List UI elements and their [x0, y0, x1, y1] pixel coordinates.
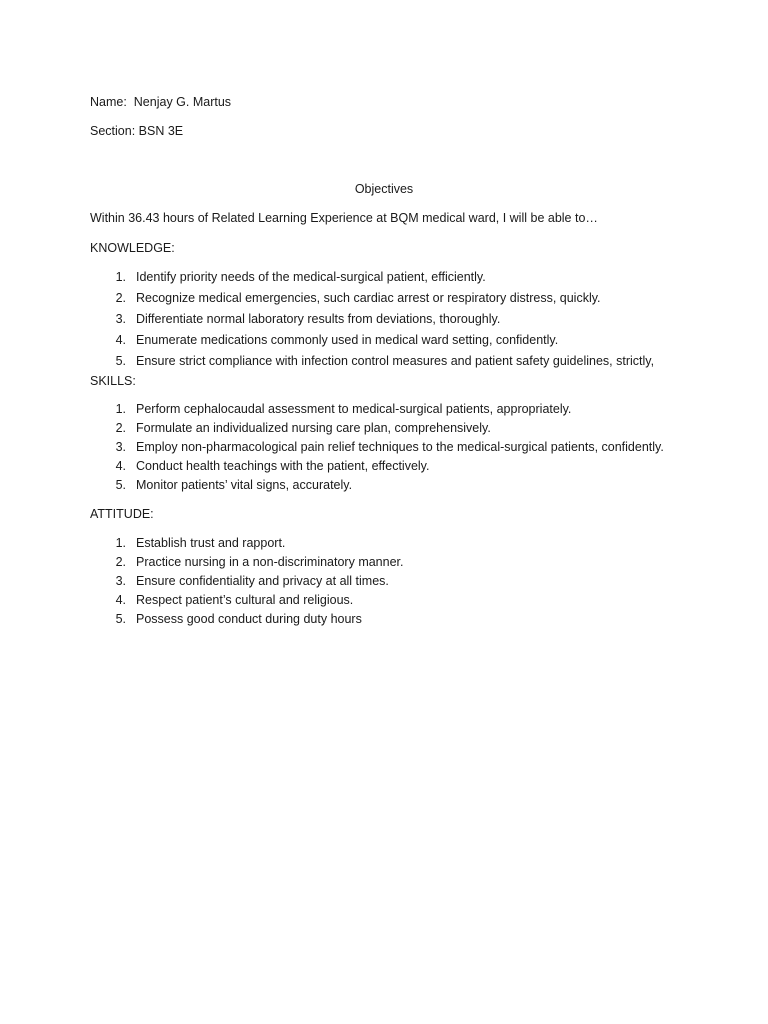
- item-number: 4.: [115, 459, 126, 473]
- item-text: Identify priority needs of the medical-surgical patient, efficiently.: [136, 270, 486, 284]
- item-number: 2.: [115, 291, 126, 305]
- item-text: Differentiate normal laboratory results from deviations, thoroughly.: [136, 312, 501, 326]
- item-number: 3.: [115, 312, 126, 326]
- item-number: 1.: [115, 270, 126, 284]
- item-text: Recognize medical emergencies, such cardiac arrest or respiratory distress, quickly.: [136, 291, 601, 305]
- item-text: Perform cephalocaudal assessment to medical-surgical patients, appropriately.: [136, 402, 572, 416]
- page-title: Objectives: [354, 182, 414, 196]
- item-text: Conduct health teachings with the patient, effectively.: [136, 459, 430, 473]
- section-line: [90, 123, 183, 139]
- item-text: Ensure strict compliance with infection control measures and patient safety guidelines, strictly,: [136, 354, 655, 368]
- item-number: 4.: [115, 593, 126, 607]
- item-text: Practice nursing in a non-discriminatory manner.: [136, 555, 404, 569]
- item-text: Ensure confidentiality and privacy at all times.: [136, 574, 389, 588]
- item-text: Monitor patients’ vital signs, accurately.: [136, 478, 353, 492]
- item-number: 1.: [115, 402, 126, 416]
- item-number: 3.: [115, 440, 126, 454]
- skills-heading: SKILLS:: [90, 374, 136, 388]
- item-number: 3.: [115, 574, 126, 588]
- item-text: Formulate an individualized nursing care plan, comprehensively.: [136, 421, 491, 435]
- item-text: Enumerate medications commonly used in medical ward setting, confidently.: [136, 333, 559, 347]
- section-value: BSN 3E: [138, 124, 184, 138]
- item-text: Respect patient’s cultural and religious.: [136, 593, 354, 607]
- name-label: Name:: [90, 95, 127, 109]
- item-text: Establish trust and rapport.: [136, 536, 286, 550]
- knowledge-heading: KNOWLEDGE:: [90, 241, 175, 255]
- item-number: 2.: [115, 421, 126, 435]
- item-number: 5.: [115, 612, 126, 626]
- item-number: 5.: [115, 354, 126, 368]
- section-label: Section:: [90, 124, 136, 138]
- item-text: Possess good conduct during duty hours: [136, 612, 362, 626]
- item-number: 1.: [115, 536, 126, 550]
- item-text: Employ non-pharmacological pain relief techniques to the medical-surgical patients, confidently.: [136, 440, 664, 454]
- attitude-heading: ATTITUDE:: [90, 507, 154, 521]
- name-line: [90, 94, 231, 110]
- name-value: Nenjay G. Martus: [133, 95, 232, 109]
- item-number: 4.: [115, 333, 126, 347]
- intro-text: Within 36.43 hours of Related Learning Experience at BQM medical ward, I will be able to…: [90, 211, 598, 225]
- item-number: 5.: [115, 478, 126, 492]
- item-number: 2.: [115, 555, 126, 569]
